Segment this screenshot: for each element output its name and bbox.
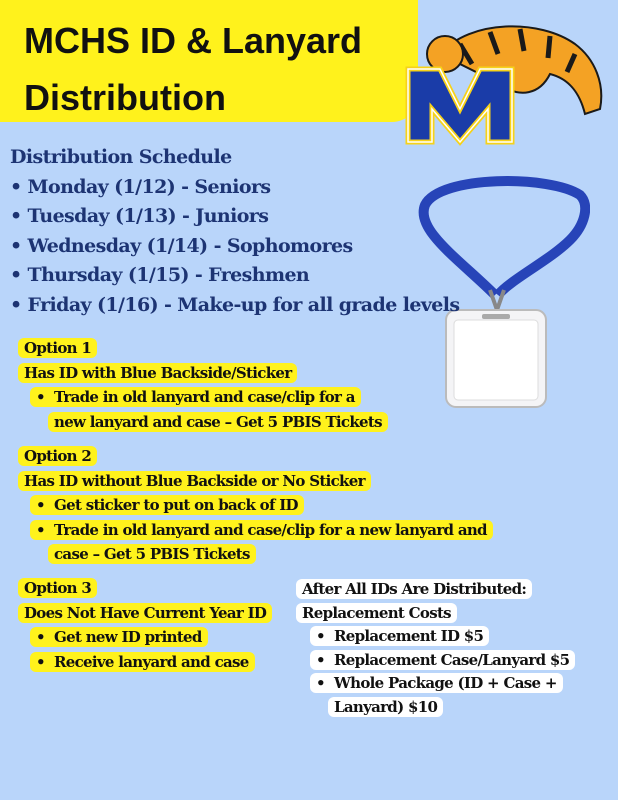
option-bullet: Receive lanyard and case	[54, 652, 249, 671]
cost-item: Replacement Case/Lanyard $5	[334, 650, 570, 669]
schedule-item: • Monday (1/12) - Seniors	[10, 175, 271, 198]
distribution-schedule	[10, 143, 459, 320]
cost-item-cont: Lanyard) $10	[328, 697, 443, 717]
schedule-item: • Wednesday (1/14) - Sophomores	[10, 234, 353, 257]
option-bullet: Trade in old lanyard and case/clip for a new lanyard and	[54, 520, 487, 539]
schedule-item: • Tuesday (1/13) - Juniors	[10, 205, 269, 227]
cost-item: Replacement ID $5	[334, 627, 484, 645]
tiger-m-logo-icon	[400, 14, 615, 149]
page-title	[24, 12, 362, 126]
schedule-item: • Thursday (1/15) - Freshmen	[10, 264, 310, 286]
option-label: Option 2	[18, 446, 97, 466]
schedule-heading: Distribution Schedule	[10, 146, 232, 168]
option-bullet: Get sticker to put on back of ID	[54, 496, 298, 514]
option-bullet: Trade in old lanyard and case/clip for a	[54, 388, 355, 406]
option-bullet-cont: case – Get 5 PBIS Tickets	[48, 544, 256, 564]
option-bullet: Get new ID printed	[54, 628, 202, 646]
option-label: Option 3	[18, 578, 97, 598]
title-line-2: Distribution	[24, 77, 226, 118]
option-condition: Has ID with Blue Backside/Sticker	[18, 363, 297, 383]
option-condition: Has ID without Blue Backside or No Sticker	[18, 471, 371, 491]
option-1: Option 1 Has ID with Blue Backside/Sticker • Trade in old lanyard and case/clip for a new lanyard and case – Get 5 PBIS Tickets	[18, 336, 388, 434]
replacement-costs: After All IDs Are Distributed: Replacement Costs • Replacement ID $5 • Replacement Case/Lanyard $5 • Whole Package (ID + Case + Lanyard) $10	[296, 578, 575, 719]
option-bullet-cont: new lanyard and case – Get 5 PBIS Tickets	[48, 412, 388, 432]
title-banner	[0, 0, 418, 122]
costs-subheading: Replacement Costs	[296, 603, 457, 623]
option-condition: Does Not Have Current Year ID	[18, 603, 272, 623]
option-label: Option 1	[18, 338, 97, 358]
option-2: Option 2 Has ID without Blue Backside or No Sticker • Get sticker to put on back of ID • Trade in old lanyard and case/clip for a new lanyard and case – Get 5 PBIS Tickets	[18, 444, 493, 567]
schedule-item: • Friday (1/16) - Make-up for all grade levels	[10, 293, 460, 316]
cost-item: Whole Package (ID + Case +	[334, 674, 557, 692]
title-line-1: MCHS ID & Lanyard	[24, 20, 363, 61]
option-3: Option 3 Does Not Have Current Year ID • Get new ID printed • Receive lanyard and case	[18, 576, 272, 674]
costs-heading: After All IDs Are Distributed:	[296, 579, 532, 599]
